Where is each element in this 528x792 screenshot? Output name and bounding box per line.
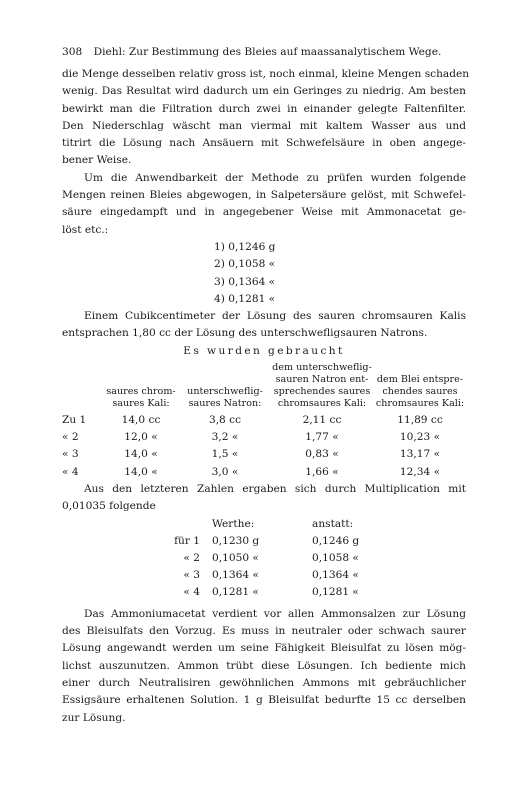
- table-cell: 0,1246 g: [312, 534, 360, 547]
- text-line: wenig. Das Resultat wird dadurch um ein Geringes zu niedrig. Am besten: [62, 85, 466, 98]
- table-cell: 0,1281 «: [212, 586, 259, 599]
- table-cell: 12,34 «: [399, 465, 441, 478]
- text-line: Mengen reinen Bleies abgewogen, in Salpetersäure gelöst, mit Schwefel-: [62, 189, 466, 202]
- column-header: dem Blei entspre- chendes saures chromsaures Kali:: [375, 373, 465, 409]
- text-line: säure eingedampft und in angegebener Weise mit Ammonacetat ge-: [62, 206, 466, 219]
- table-cell: 0,83 «: [305, 448, 339, 461]
- list-item: 3) 0,1364 «: [214, 275, 276, 288]
- table-cell: « 2: [62, 431, 79, 444]
- table-cell: 3,0 «: [211, 465, 239, 478]
- table-cell: « 4: [62, 465, 79, 478]
- list-item: 2) 0,1058 «: [214, 258, 276, 271]
- table-cell: 14,0 cc: [121, 413, 161, 426]
- list-item: 4) 0,1281 «: [214, 292, 276, 305]
- text-line: lichst auszunutzen. Ammon trübt diese Lösungen. Ich bediente mich: [62, 659, 466, 672]
- table-cell: 11,89 cc: [397, 413, 443, 426]
- table-cell: 1,5 «: [211, 448, 239, 461]
- page: [62, 44, 470, 727]
- table-row: [160, 584, 466, 601]
- table-cell: 0,1364 «: [312, 569, 359, 582]
- text-line: Den Niederschlag wäscht man viermal mit kaltem Wasser aus und: [62, 119, 466, 132]
- table-header: [62, 362, 466, 410]
- table-row: [160, 567, 466, 584]
- table-cell: für 1: [174, 534, 200, 547]
- table-cell: Zu 1: [62, 413, 87, 426]
- text-line: Essigsäure erhaltenen Solution. 1 g Bleisulfat bedurfte 15 cc derselben: [62, 694, 466, 707]
- paragraph-4: [62, 481, 466, 516]
- paragraph-3: [62, 308, 466, 343]
- table-cell: « 3: [62, 448, 79, 461]
- table-caption: Es wurden gebraucht: [183, 344, 345, 357]
- text-line: bewirkt man die Filtration durch zwei in einander gelegte Faltenfilter.: [62, 102, 466, 115]
- text-line: entsprachen 1,80 cc der Lösung des unterschwefligsauren Natrons.: [62, 327, 428, 340]
- table-row: [62, 464, 466, 481]
- column-header: dem unterschweflig- sauren Natron ent- sprechendes saures chromsaures Kali:: [272, 361, 372, 409]
- table-cell: 0,1281 «: [312, 586, 359, 599]
- page-number: 308: [62, 46, 83, 58]
- table-cell: « 3: [183, 569, 200, 582]
- running-header: [62, 44, 466, 66]
- table-cell: 0,1050 «: [212, 551, 259, 564]
- column-header: [160, 516, 212, 533]
- table-cell: 3,8 cc: [208, 413, 242, 426]
- table-cell: « 4: [183, 586, 200, 599]
- weights-list: [214, 239, 466, 308]
- paragraph-5: [62, 606, 466, 727]
- table-cell: 12,0 «: [124, 431, 158, 444]
- table-row: [160, 550, 466, 567]
- table-cell: « 2: [183, 551, 200, 564]
- text-line: Lösung angewandt werden um seine Fähigkeit Bleisulfat zu lösen mög-: [62, 642, 466, 655]
- text-line: Aus den letzteren Zahlen ergaben sich durch Multiplication mit: [84, 482, 466, 495]
- table-cell: 13,17 «: [399, 448, 441, 461]
- column-header: anstatt:: [312, 517, 354, 530]
- text-line: löst etc.:: [62, 223, 109, 236]
- text-line: des Bleisulfats den Vorzug. Es muss in neutraler oder schwach saurer: [62, 625, 466, 638]
- table-cell: 2,11 cc: [302, 413, 342, 426]
- text-line: die Menge desselben relativ gross ist, noch einmal, kleine Mengen schaden: [62, 68, 470, 80]
- table-row: [62, 412, 466, 429]
- table-cell: 1,66 «: [305, 465, 339, 478]
- text-line: Um die Anwendbarkeit der Methode zu prüfen wurden folgende: [84, 171, 466, 184]
- text-line: zur Lösung.: [62, 711, 126, 724]
- column-header: [62, 362, 102, 410]
- table-row: [62, 446, 466, 463]
- table-row: [62, 429, 466, 446]
- table-cell: 1,77 «: [305, 431, 339, 444]
- table-header: [160, 516, 466, 533]
- paragraph-1: [62, 66, 470, 170]
- table-row: [160, 533, 466, 550]
- text-line: bener Weise.: [62, 154, 132, 167]
- table-cell: 14,0 «: [124, 448, 158, 461]
- table-1: [62, 412, 466, 481]
- text-line: einer durch Neutralisiren gewöhnlichen Ammons mit gebräuchlicher: [62, 676, 466, 689]
- text-line: titrirt die Lösung nach Ansäuern mit Schwefelsäure in oben angege-: [62, 137, 466, 150]
- column-header: Werthe:: [212, 517, 255, 530]
- text-line: 0,01035 folgende: [62, 500, 156, 513]
- table-cell: 0,1230 g: [212, 534, 260, 547]
- column-header: saures chrom- saures Kali:: [106, 385, 176, 409]
- table-cell: 14,0 «: [124, 465, 158, 478]
- column-header: unterschweflig- saures Natron:: [187, 385, 263, 409]
- running-title: Diehl: Zur Bestimmung des Bleies auf maassanalytischem Wege.: [93, 46, 442, 58]
- text-line: Einem Cubikcentimeter der Lösung des sauren chromsauren Kalis: [84, 310, 466, 323]
- table-cell: 3,2 «: [211, 431, 239, 444]
- list-item: 1) 0,1246 g: [214, 240, 276, 253]
- text-line: Das Ammoniumacetat verdient vor allen Ammonsalzen zur Lösung: [84, 607, 466, 620]
- paragraph-2: [62, 170, 466, 239]
- table-cell: 0,1364 «: [212, 569, 259, 582]
- table-cell: 0,1058 «: [312, 551, 359, 564]
- table-2: [160, 516, 466, 602]
- table-cell: 10,23 «: [399, 431, 441, 444]
